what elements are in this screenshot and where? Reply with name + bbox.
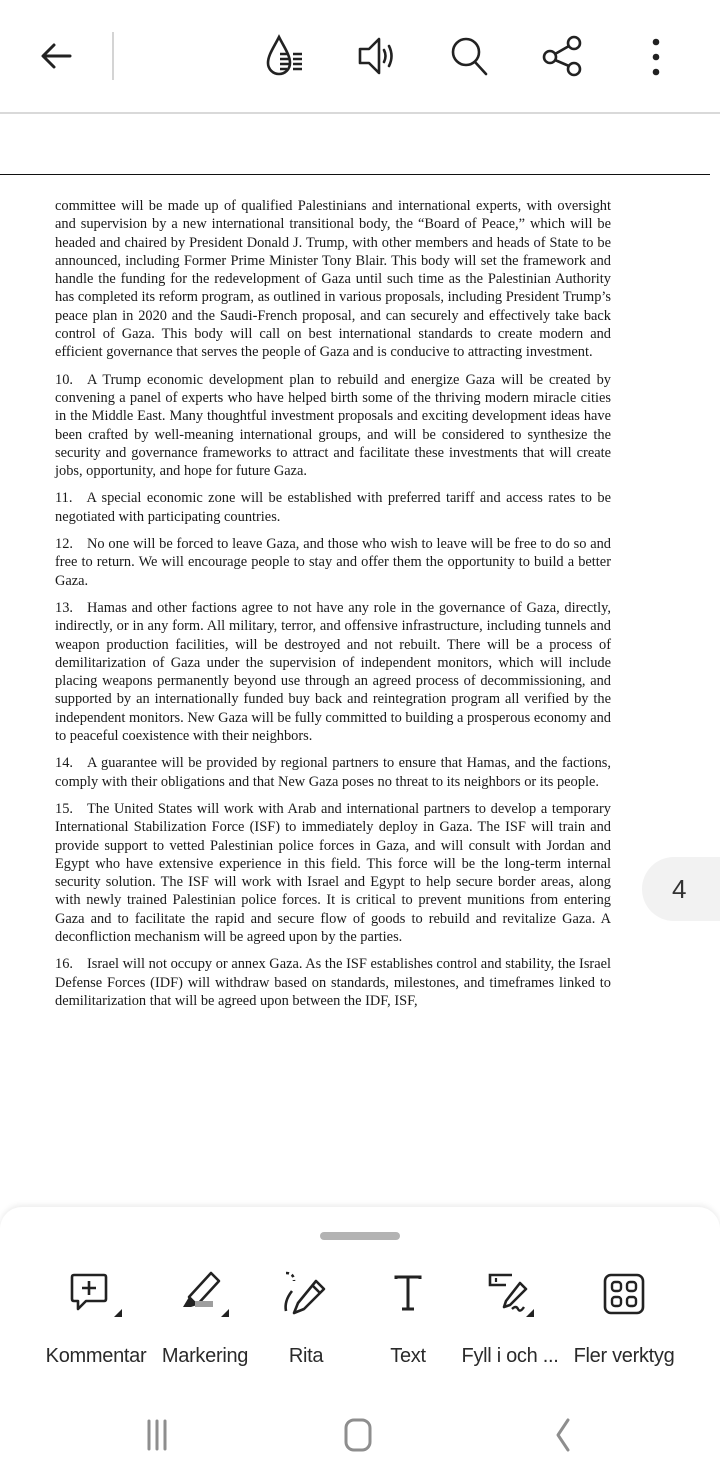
back-icon [540, 1415, 580, 1455]
paragraph-number: 13. [55, 599, 73, 616]
tool-label: Rita [288, 1345, 324, 1367]
paragraph-number: 12. [55, 536, 73, 553]
tool-draw[interactable] [251, 1269, 361, 1368]
paragraph-text: The United States will work with Arab and international partners to develop a temporary International Stabilization Force (ISF) to immediately deploy in Gaza. The ISF will train and provide support to vetted Palestinian police forces in Gaza, and will consult with Jordan and Egypt who have extensive experience in this field. This force will be the long-term internal security solution. The ISF will work with Israel and Egypt to help secure border areas, along with newly trained Palestinian police forces. It is critical to prevent munitions from entering Gaza and to facilitate the rapid and secure flow of goods to rebuild and revitalize Gaza. A deconfliction mechanism will be agreed upon by the parties. [55, 800, 611, 945]
read-aloud-button[interactable] [352, 30, 404, 82]
tool-label: Fler verktyg [573, 1345, 675, 1367]
recent-apps-icon [137, 1415, 177, 1455]
tool-more-tools[interactable] [569, 1269, 679, 1368]
paragraph-text: No one will be forced to leave Gaza, and those who wish to leave will be free to do so and free to return. We will encourage people to stay and offer them the opportunity to build a better Gaza. [55, 536, 611, 589]
paragraph-15 [55, 800, 611, 946]
text-tool-icon [376, 1269, 440, 1325]
tool-text[interactable] [353, 1269, 463, 1368]
tool-label: Text [390, 1345, 426, 1367]
home-button[interactable] [333, 1415, 383, 1455]
tool-comment[interactable] [41, 1269, 151, 1368]
paragraph-14 [55, 754, 611, 791]
home-icon [338, 1415, 378, 1455]
paragraph-16 [55, 955, 611, 1010]
more-vertical-icon [630, 32, 678, 80]
liquid-mode-button[interactable] [260, 30, 312, 82]
arrow-left-icon [36, 36, 76, 76]
paragraph-number: 15. [55, 800, 73, 817]
paragraph-number: 14. [55, 755, 73, 772]
paragraph-number: 16. [55, 956, 73, 973]
tool-label: Fyll i och ... [461, 1345, 559, 1367]
sheet-drag-handle[interactable] [320, 1232, 400, 1240]
toolbar-divider [112, 32, 114, 80]
pdf-page-view[interactable] [0, 114, 720, 1204]
page-separator-line [0, 174, 710, 175]
paragraph-text: Israel will not occupy or annex Gaza. As the ISF establishes control and stability, the Israel Defense Forces (IDF) will withdraw based on standards, milestones, and timeframes linked to demilitarization that will be agreed upon between the IDF, ISF, [55, 956, 611, 1009]
page-number: 4 [672, 873, 687, 904]
fill-sign-icon [478, 1269, 542, 1325]
read-aloud-icon [354, 32, 402, 80]
paragraph-text: A guarantee will be provided by regional partners to ensure that Hamas, and the factions, comply with their obligations and that New Gaza poses no threat to its neighbors or its people. [55, 755, 611, 790]
share-icon [538, 32, 586, 80]
paragraph-text: Hamas and other factions agree to not have any role in the governance of Gaza, directly, indirectly, or in any form. All military, terror, and offensive infrastructure, including tunnels and weapon production facilities, will be destroyed and not rebuilt. There will be a process of demilitarization of Gaza under the supervision of independent monitors, which will include placing weapons permanently beyond use through an agreed process of decommissioning, and supported by an internationally funded buy back and reintegration program all verified by the independent monitors. New Gaza will be fully committed to building a prosperous economy and to peaceful coexistence with their neighbors. [55, 599, 611, 745]
tool-label: Kommentar [45, 1345, 147, 1367]
tool-label: Markering [161, 1345, 249, 1367]
paragraph-13 [55, 599, 611, 745]
paragraph-number: 11. [55, 490, 73, 507]
paragraph-number: 10. [55, 371, 73, 388]
paragraph-text: committee will be made up of qualified Palestinians and international experts, with oversight and supervision by a new international transitional body, the “Board of Peace,” which will be headed and chaired by President Donald J. Trump, with other members and heads of State to be announced, including Former Prime Minister Tony Blair. This body will set the framework and handle the funding for the redevelopment of Gaza until such time as the Palestinian Authority has completed its reform program, as outlined in various proposals, including President Trump’s peace plan in 2020 and the Saudi-French proposal, and can securely and effectively take back control of Gaza. This body will call on best international standards to create modern and efficient governance that serves the people of Gaza and is conducive to attracting investment. [55, 198, 611, 361]
system-back-button[interactable] [535, 1415, 585, 1455]
liquid-mode-icon [262, 32, 310, 80]
system-navigation-bar [0, 1397, 720, 1480]
add-comment-icon [64, 1269, 128, 1325]
paragraph [55, 197, 611, 362]
draw-pencil-icon [274, 1269, 338, 1325]
paragraph-10 [55, 371, 611, 481]
paragraph-11 [55, 489, 611, 526]
page-number-indicator[interactable] [642, 857, 720, 921]
top-toolbar [0, 0, 720, 114]
highlighter-icon [173, 1269, 237, 1325]
more-options-button[interactable] [628, 30, 680, 82]
search-button[interactable] [444, 30, 496, 82]
tool-highlight[interactable] [150, 1269, 260, 1368]
share-button[interactable] [536, 30, 588, 82]
search-icon [446, 32, 494, 80]
recent-apps-button[interactable] [132, 1415, 182, 1455]
paragraph-text: A Trump economic development plan to rebuild and energize Gaza will be created by convening a panel of experts who have helped birth some of the thriving modern miracle cities in the Middle East. Many thoughtful investment proposals and exciting development ideas have been crafted by well-meaning international groups, and will be considered to synthesize the security and governance frameworks to attract and facilitate these investments that will create jobs, opportunity, and hope for future Gaza. [55, 371, 611, 480]
tools-bottom-sheet [0, 1207, 720, 1397]
document-text [55, 197, 611, 1019]
paragraph-12 [55, 535, 611, 590]
paragraph-text: A special economic zone will be established with preferred tariff and access rates to be negotiated with participating countries. [55, 490, 611, 525]
back-button[interactable] [30, 30, 82, 82]
tool-fill-sign[interactable] [455, 1269, 565, 1368]
more-tools-grid-icon [592, 1269, 656, 1325]
